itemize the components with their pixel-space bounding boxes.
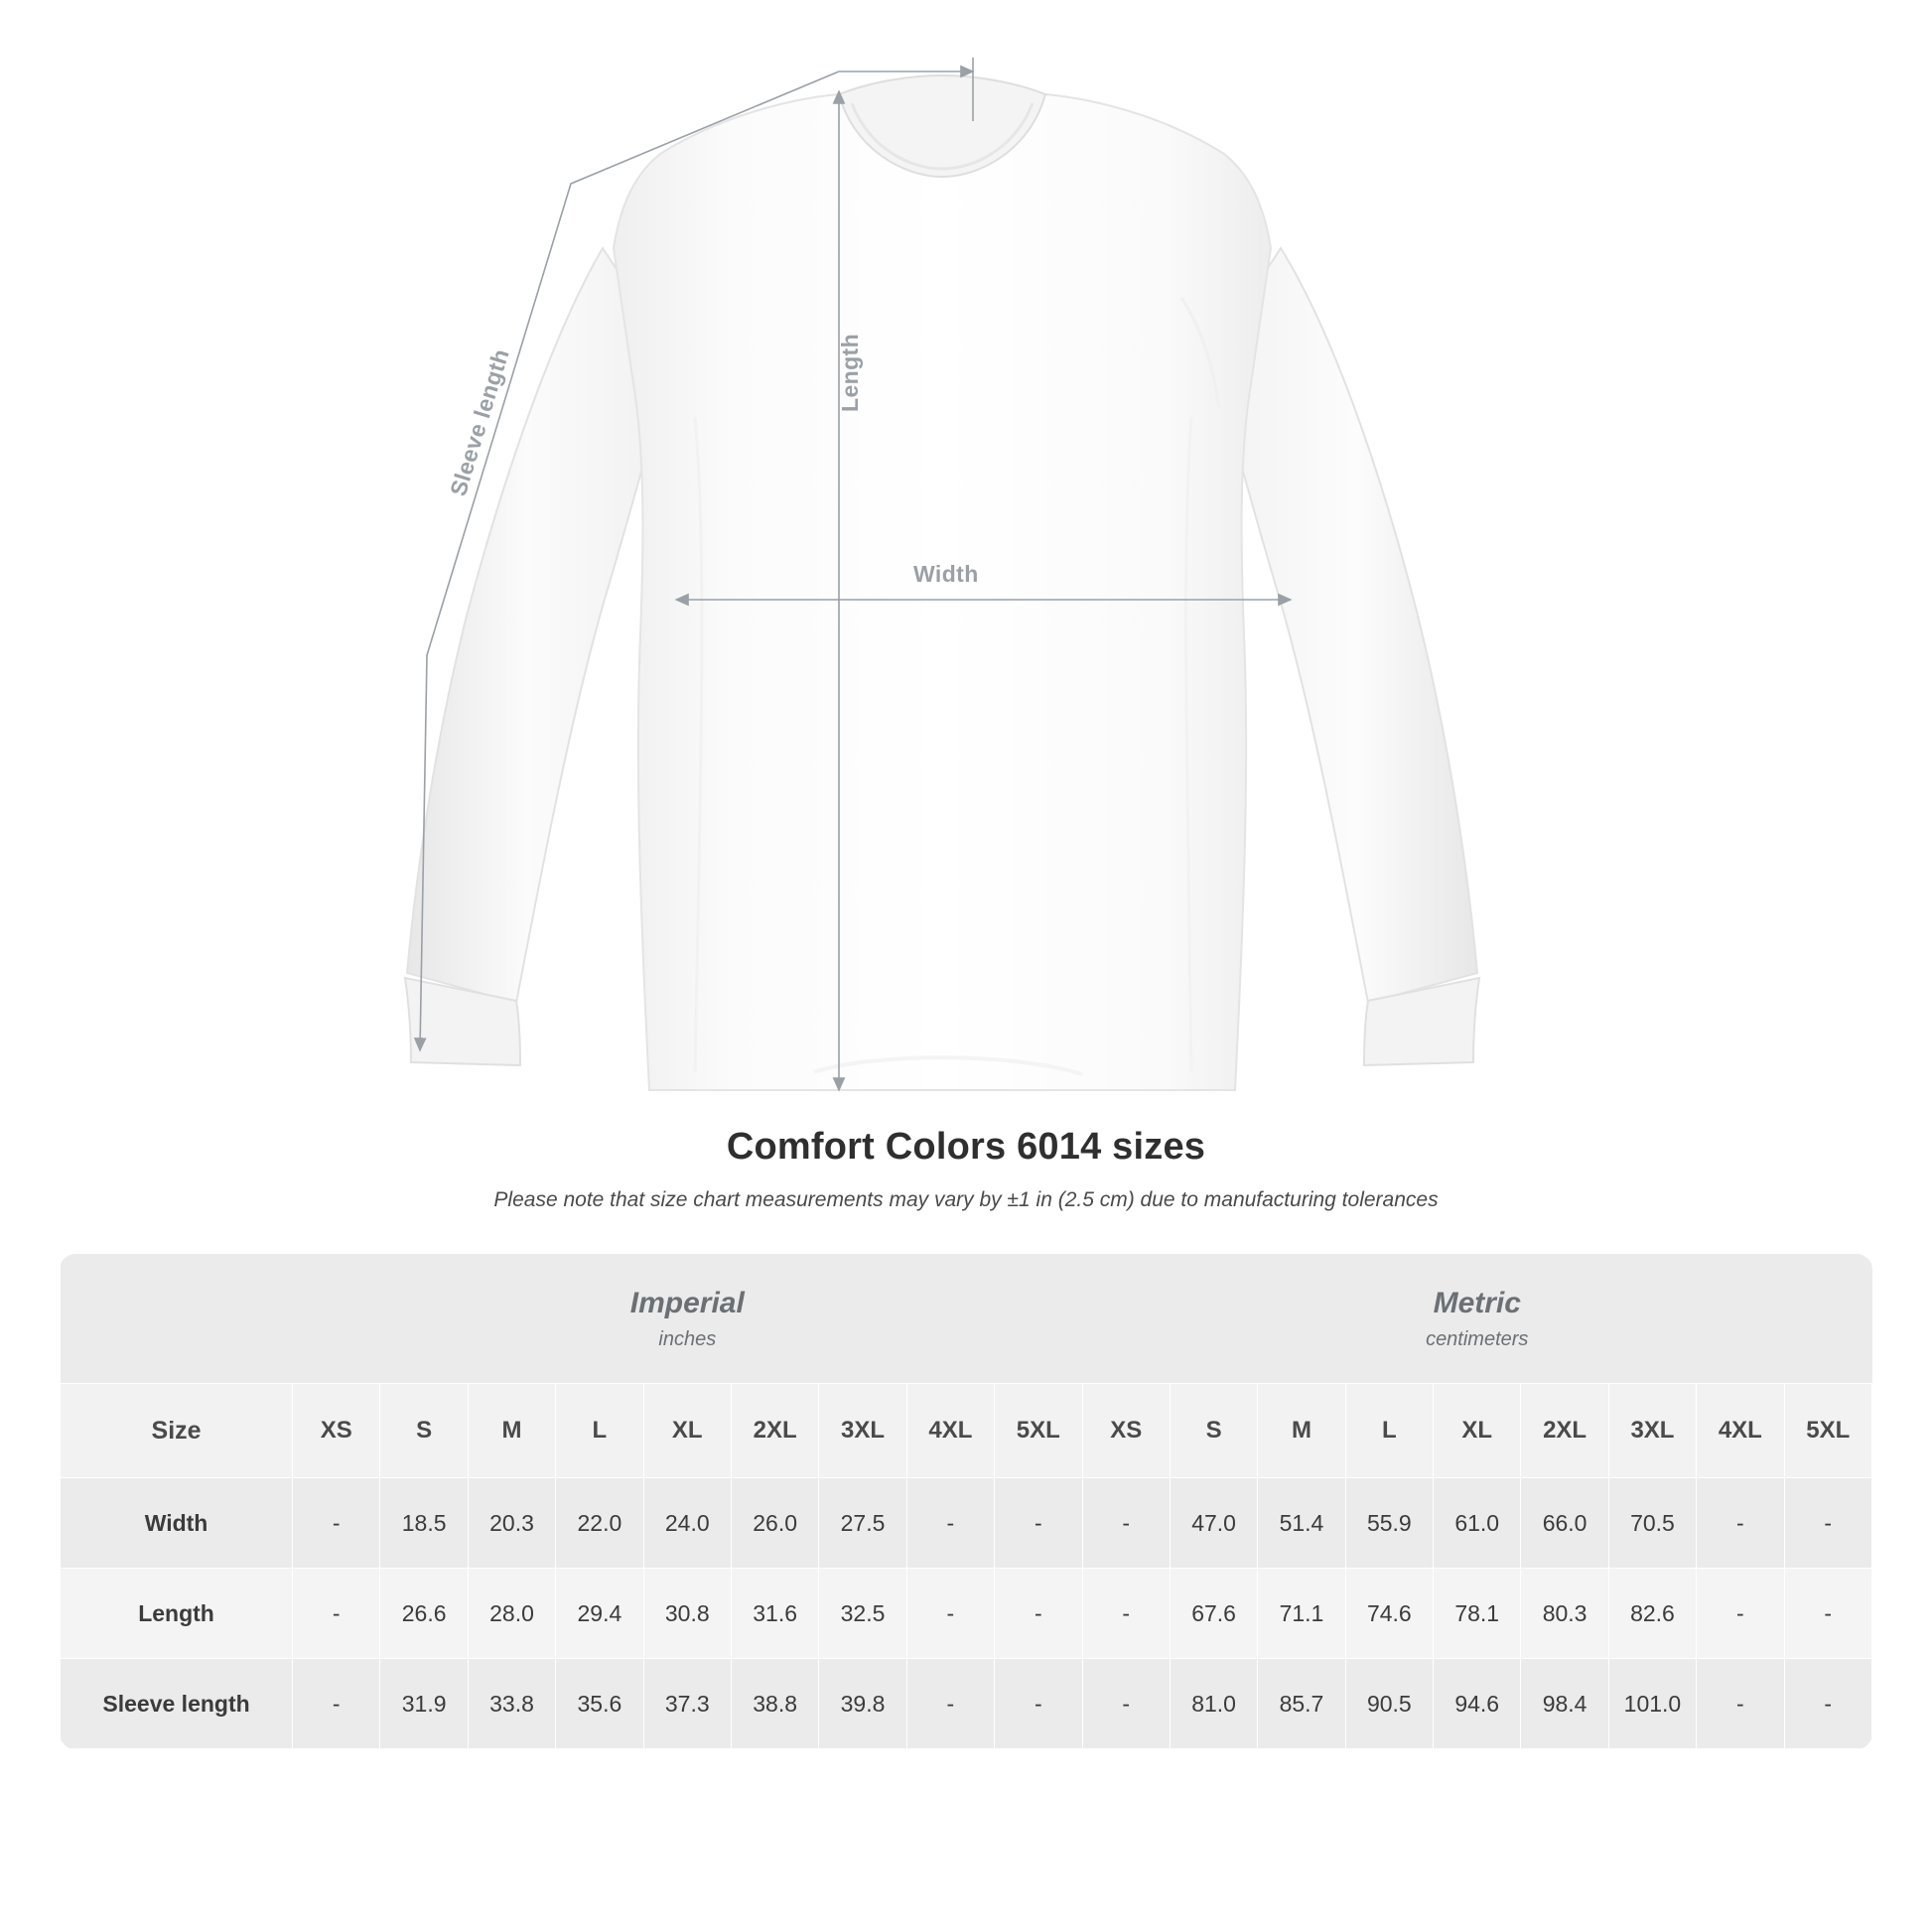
cell-length-imperial-3xl: 32.5 [819, 1569, 906, 1659]
table-row [61, 1478, 1872, 1569]
cell-width-imperial-m: 20.3 [468, 1478, 555, 1569]
cell-length-metric-5xl: - [1784, 1569, 1871, 1659]
size-header-imperial-5xl: 5XL [995, 1384, 1082, 1478]
cell-width-imperial-2xl: 26.0 [731, 1478, 818, 1569]
cell-sleeve-metric-5xl: - [1784, 1659, 1871, 1749]
row-label-length: Length [61, 1569, 293, 1659]
size-header-metric-4xl: 4XL [1697, 1384, 1784, 1478]
size-header-metric-2xl: 2XL [1521, 1384, 1608, 1478]
cell-length-imperial-2xl: 31.6 [731, 1569, 818, 1659]
size-header-imperial-xs: XS [293, 1384, 380, 1478]
cell-length-metric-s: 67.6 [1170, 1569, 1257, 1659]
size-table [60, 1254, 1872, 1749]
cell-length-metric-xs: - [1082, 1569, 1170, 1659]
size-header-imperial-s: S [380, 1384, 468, 1478]
cell-sleeve-metric-4xl: - [1697, 1659, 1784, 1749]
cell-width-metric-s: 47.0 [1170, 1478, 1257, 1569]
size-header-imperial-l: L [556, 1384, 643, 1478]
unit-name-metric: Metric [1433, 1286, 1521, 1319]
cell-sleeve-metric-s: 81.0 [1170, 1659, 1257, 1749]
cell-sleeve-metric-m: 85.7 [1258, 1659, 1345, 1749]
cell-sleeve-imperial-2xl: 38.8 [731, 1659, 818, 1749]
cell-width-imperial-xs: - [293, 1478, 380, 1569]
cell-width-imperial-xl: 24.0 [643, 1478, 731, 1569]
cell-width-metric-xs: - [1082, 1478, 1170, 1569]
cell-sleeve-imperial-xl: 37.3 [643, 1659, 731, 1749]
cell-length-metric-xl: 78.1 [1434, 1569, 1521, 1659]
cell-length-imperial-5xl: - [995, 1569, 1082, 1659]
cell-sleeve-metric-xs: - [1082, 1659, 1170, 1749]
cell-length-imperial-m: 28.0 [468, 1569, 555, 1659]
cell-width-metric-m: 51.4 [1258, 1478, 1345, 1569]
size-header-metric-l: L [1345, 1384, 1433, 1478]
page-title: Comfort Colors 6014 sizes [726, 1126, 1206, 1168]
cell-sleeve-imperial-s: 31.9 [380, 1659, 468, 1749]
cell-width-metric-xl: 61.0 [1434, 1478, 1521, 1569]
cell-length-metric-4xl: - [1697, 1569, 1784, 1659]
cell-sleeve-imperial-3xl: 39.8 [819, 1659, 906, 1749]
cell-width-imperial-3xl: 27.5 [819, 1478, 906, 1569]
cell-width-metric-5xl: - [1784, 1478, 1871, 1569]
cell-length-imperial-s: 26.6 [380, 1569, 468, 1659]
cell-width-imperial-5xl: - [995, 1478, 1082, 1569]
cell-width-metric-4xl: - [1697, 1478, 1784, 1569]
cell-width-metric-2xl: 66.0 [1521, 1478, 1608, 1569]
cell-width-imperial-4xl: - [906, 1478, 994, 1569]
unit-sub-imperial: inches [658, 1327, 717, 1350]
cell-width-metric-3xl: 70.5 [1608, 1478, 1696, 1569]
title-block [0, 1126, 1932, 1212]
table-row [61, 1659, 1872, 1749]
size-header-row [61, 1384, 1872, 1478]
cell-length-imperial-xs: - [293, 1569, 380, 1659]
cell-length-metric-m: 71.1 [1258, 1569, 1345, 1659]
size-header-imperial-3xl: 3XL [819, 1384, 906, 1478]
cell-sleeve-metric-xl: 94.6 [1434, 1659, 1521, 1749]
size-header-metric-3xl: 3XL [1608, 1384, 1696, 1478]
size-header-imperial-2xl: 2XL [731, 1384, 818, 1478]
unit-sub-metric: centimeters [1426, 1327, 1529, 1350]
label-width: Width [913, 561, 979, 587]
tolerance-note: Please note that size chart measurements may vary by ±1 in (2.5 cm) due to manufacturing tolerances [493, 1188, 1439, 1211]
cell-width-metric-l: 55.9 [1345, 1478, 1433, 1569]
unit-header-spacer [61, 1254, 293, 1384]
unit-header-imperial [293, 1254, 1082, 1384]
cell-length-imperial-4xl: - [906, 1569, 994, 1659]
size-header-metric-s: S [1170, 1384, 1257, 1478]
cell-length-metric-2xl: 80.3 [1521, 1569, 1608, 1659]
size-header-metric-5xl: 5XL [1784, 1384, 1871, 1478]
label-length: Length [837, 333, 863, 412]
size-header-metric-xl: XL [1434, 1384, 1521, 1478]
size-header-metric-m: M [1258, 1384, 1345, 1478]
unit-header-metric [1082, 1254, 1871, 1384]
size-table-wrap [60, 1254, 1872, 1749]
cell-sleeve-imperial-l: 35.6 [556, 1659, 643, 1749]
table-row [61, 1569, 1872, 1659]
size-header-imperial-4xl: 4XL [906, 1384, 994, 1478]
cell-sleeve-metric-2xl: 98.4 [1521, 1659, 1608, 1749]
cell-sleeve-imperial-m: 33.8 [468, 1659, 555, 1749]
cell-width-imperial-s: 18.5 [380, 1478, 468, 1569]
cell-sleeve-metric-l: 90.5 [1345, 1659, 1433, 1749]
cell-length-metric-l: 74.6 [1345, 1569, 1433, 1659]
size-header-imperial-m: M [468, 1384, 555, 1478]
label-sleeve-length: Sleeve length [445, 345, 514, 499]
size-header-metric-xs: XS [1082, 1384, 1170, 1478]
cell-length-imperial-l: 29.4 [556, 1569, 643, 1659]
unit-name-imperial: Imperial [629, 1286, 745, 1319]
size-header-imperial-xl: XL [643, 1384, 731, 1478]
cell-sleeve-imperial-xs: - [293, 1659, 380, 1749]
cell-length-imperial-xl: 30.8 [643, 1569, 731, 1659]
cell-width-imperial-l: 22.0 [556, 1478, 643, 1569]
row-label-width: Width [61, 1478, 293, 1569]
row-label-sleeve-length: Sleeve length [61, 1659, 293, 1749]
cell-sleeve-metric-3xl: 101.0 [1608, 1659, 1696, 1749]
unit-header-row [61, 1254, 1872, 1384]
cell-sleeve-imperial-5xl: - [995, 1659, 1082, 1749]
size-header-label: Size [61, 1384, 293, 1478]
cell-length-metric-3xl: 82.6 [1608, 1569, 1696, 1659]
cell-sleeve-imperial-4xl: - [906, 1659, 994, 1749]
